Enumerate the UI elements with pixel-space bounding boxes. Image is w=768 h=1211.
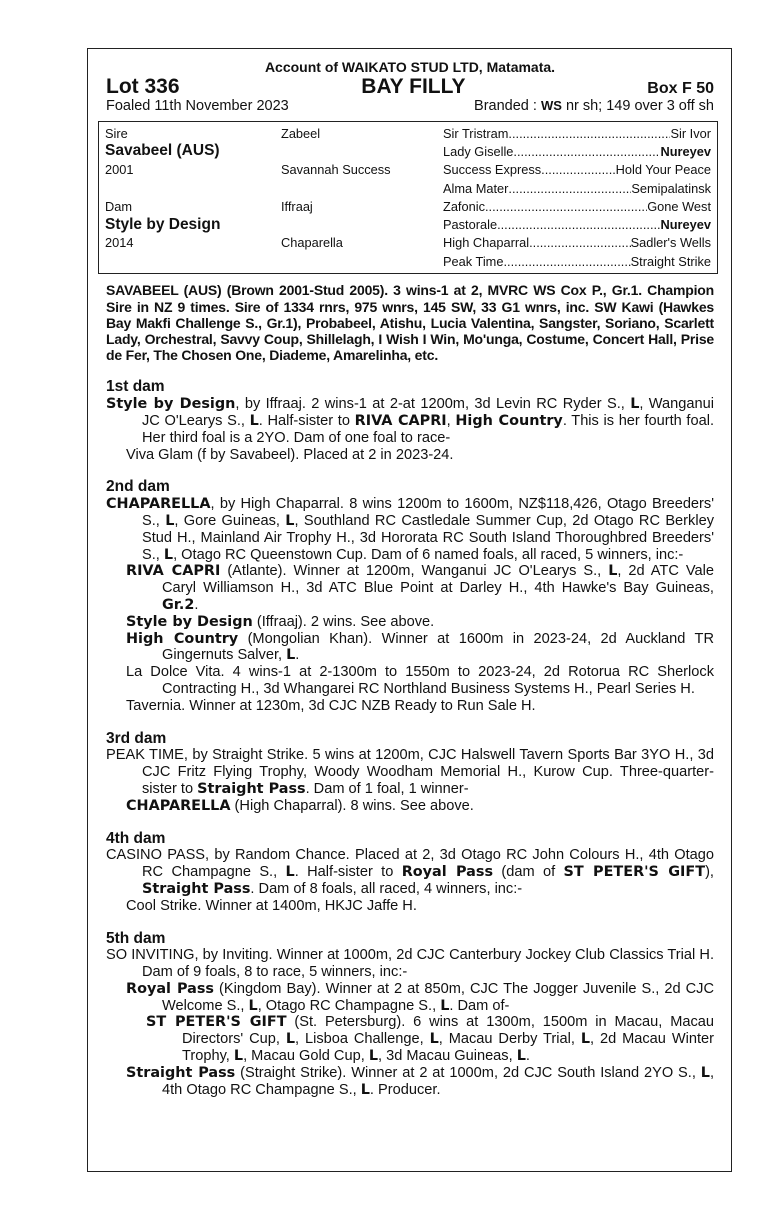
pedigree-row [105,234,711,252]
progeny-entry: High Country (Mongolian Khan). Winner at 1600m in 2023-24, 2d Auckland TR Gingernuts Salver, L. [126,630,714,664]
dam-label: Dam [105,198,133,214]
section-heading: 3rd dam [106,729,167,747]
foaled-date: Foaled 11th November 2023 [106,98,289,114]
dam-sire: Iffraaj [281,198,313,214]
pedigree-g3-entry: Lady Giselle ..... Nureyev [443,144,711,159]
sire-summary: SAVABEEL (AUS) (Brown 2001-Stud 2005). 3 wins-1 at 2, MVRC WS Cox P., Gr.1. Champion Sire in NZ 9 times. Sire of 1334 rnrs, 975 wnrs, 145 SW, 33 G1 wnrs, inc. SW Kawi (Hawkes Bay Makfi Challenge S., Gr.1), Probabeel, Atishu, Lucia Valentina, Sangster, Soriano, Scarlett Lady, Orchestral, Savvy Coup, Shillelagh, I Wish I Win, Mo'unga, Costume, Concert Hall, Prise de Fer, The Chosen One, Diademe, Amarelinha, etc. [106,282,714,364]
brand-description: nr sh; 149 over 3 off sh [561,98,714,114]
lot-title: BAY FILLY [361,75,466,98]
dam-entry: Style by Design, by Iffraaj. 2 wins-1 at 2-at 1200m, 3d Levin RC Ryder S., L, Wanganui JC O'Learys S., L. Half-sister to RIVA CAPRI, High Country. This is her fourth foal. Her third foal is a 2YO. Dam of one foal to race- [106,396,714,446]
section-heading: 1st dam [106,378,165,396]
pedigree-g3-entry: High Chaparral ..... Sadler's Wells [443,235,711,250]
sire-name: Savabeel (AUS) [105,142,220,160]
pedigree-g3-entry: Success Express ..... Hold Your Peace [443,162,711,177]
third-dam-section [106,731,714,815]
fourth-dam-section [106,831,714,915]
dam-entry: CHAPARELLA, by High Chaparral. 8 wins 1200m to 1600m, NZ$118,426, Otago Breeders' S., L, Gore Guineas, L, Southland RC Castledale Summer Cup, 2d Otago RC Berkley Stud H., Mainland Air Trophy H., 3d Hororata RC South Island Thoroughbred Breeders' S., L, Otago RC Queenstown Cup. Dam of 6 named foals, all raced, 5 winners, inc:- [106,496,714,563]
pedigree-row [105,197,711,215]
progeny-entry: Style by Design (Iffraaj). 2 wins. See above. [126,613,435,630]
first-dam-section [106,379,714,463]
granddam-sire-side: Savannah Success [281,162,391,178]
pedigree-row [105,161,711,179]
progeny-entry: RIVA CAPRI (Atlante). Winner at 1200m, Wanganui JC O'Learys S., L, 2d ATC Vale Caryl Williamson H., 3d ATC Blue Point at Darley H., 4th Hawke's Bay Guineas, Gr.2. [126,563,714,613]
grandsire: Zabeel [281,125,321,141]
vendor-account: Account of WAIKATO STUD LTD, Matamata. [264,59,556,75]
progeny-entry: Tavernia. Winner at 1230m, 3d CJC NZB Ready to Run Sale H. [126,697,536,714]
progeny-entry: Cool Strike. Winner at 1400m, HKJC Jaffe H. [126,897,417,914]
progeny-entry: La Dolce Vita. 4 wins-1 at 2-1300m to 1550m to 2023-24, 2d Rotorua RC Sherlock Contracting H., 3d Whangarei RC Northland Business Systems H., Pearl Series H. [126,664,714,697]
dam-name: Style by Design [105,215,221,233]
lot-header-row [106,75,714,99]
branded-label: Branded : [474,98,541,114]
catalogue-page-content [106,57,714,1098]
pedigree-g3-entry: Sir Tristram ..... Sir Ivor [443,126,711,141]
catalogue-page-frame [87,48,732,1172]
section-heading: 5th dam [106,929,166,947]
pedigree-g3-entry: Alma Mater ..... Semipalatinsk [443,181,711,196]
brand-mark: WS [540,98,562,113]
dam-entry: CASINO PASS, by Random Chance. Placed at 2, 3d Otago RC John Colours H., 4th Otago RC Champagne S., L. Half-sister to Royal Pass (dam of ST PETER'S GIFT), Straight Pass. Dam of 8 foals, all raced, 4 winners, inc:- [106,847,714,897]
pedigree-row [105,252,711,270]
fifth-dam-section [106,931,714,1099]
pedigree-row [105,124,711,142]
dam-dam: Chaparella [281,235,343,251]
sire-year: 2001 [105,162,134,178]
lot-number: Lot 336 [106,75,180,98]
pedigree-g3-entry: Peak Time ..... Straight Strike [443,254,711,269]
progeny-entry: Straight Pass (Straight Strike). Winner at 2 at 1000m, 2d CJC South Island 2YO S., L, 4th Otago RC Champagne S., L. Producer. [126,1064,715,1098]
pedigree-row [105,179,711,197]
foal-entry: Viva Glam (f by Savabeel). Placed at 2 in 2023-24. [126,446,454,463]
pedigree-row [105,215,711,233]
foaled-row [106,98,714,114]
pedigree-table [98,121,718,274]
brand-info [474,98,714,114]
pedigree-g3-entry: Pastorale ..... Nureyev [443,217,711,232]
dam-year: 2014 [105,235,134,251]
progeny-entry: Royal Pass (Kingdom Bay). Winner at 2 at 850m, CJC The Jogger Juvenile S., 2d CJC Welcome S., L, Otago RC Champagne S., L. Dam of- [126,980,714,1014]
dam-entry: PEAK TIME, by Straight Strike. 5 wins at 1200m, CJC Halswell Tavern Sports Bar 3YO H., 3d CJC Fritz Flying Trophy, Woody Woodham Memorial H., Kurow Cup. Three-quarter-sister to Straight Pass. Dam of 1 foal, 1 winner- [106,747,714,797]
grandprogeny-entry: ST PETER'S GIFT (St. Petersburg). 6 wins at 1300m, 1500m in Macau, Macau Directors' Cup, L, Lisboa Challenge, L, Macau Derby Trial, L, 2d Macau Winter Trophy, L, Macau Gold Cup, L, 3d Macau Guineas, L. [146,1014,714,1065]
second-dam-section [106,479,714,714]
pedigree-g3-entry: Zafonic ..... Gone West [443,199,711,214]
dam-entry: SO INVITING, by Inviting. Winner at 1000m, 2d CJC Canterbury Jockey Club Classics Trial H. Dam of 9 foals, 8 to race, 5 winners, inc:- [106,947,714,981]
section-heading: 4th dam [106,829,166,847]
pedigree-row [105,142,711,160]
section-heading: 2nd dam [106,478,170,496]
sire-label: Sire [105,125,128,141]
box-number: Box F 50 [647,80,714,97]
progeny-entry: CHAPARELLA (High Chaparral). 8 wins. See above. [126,797,474,814]
